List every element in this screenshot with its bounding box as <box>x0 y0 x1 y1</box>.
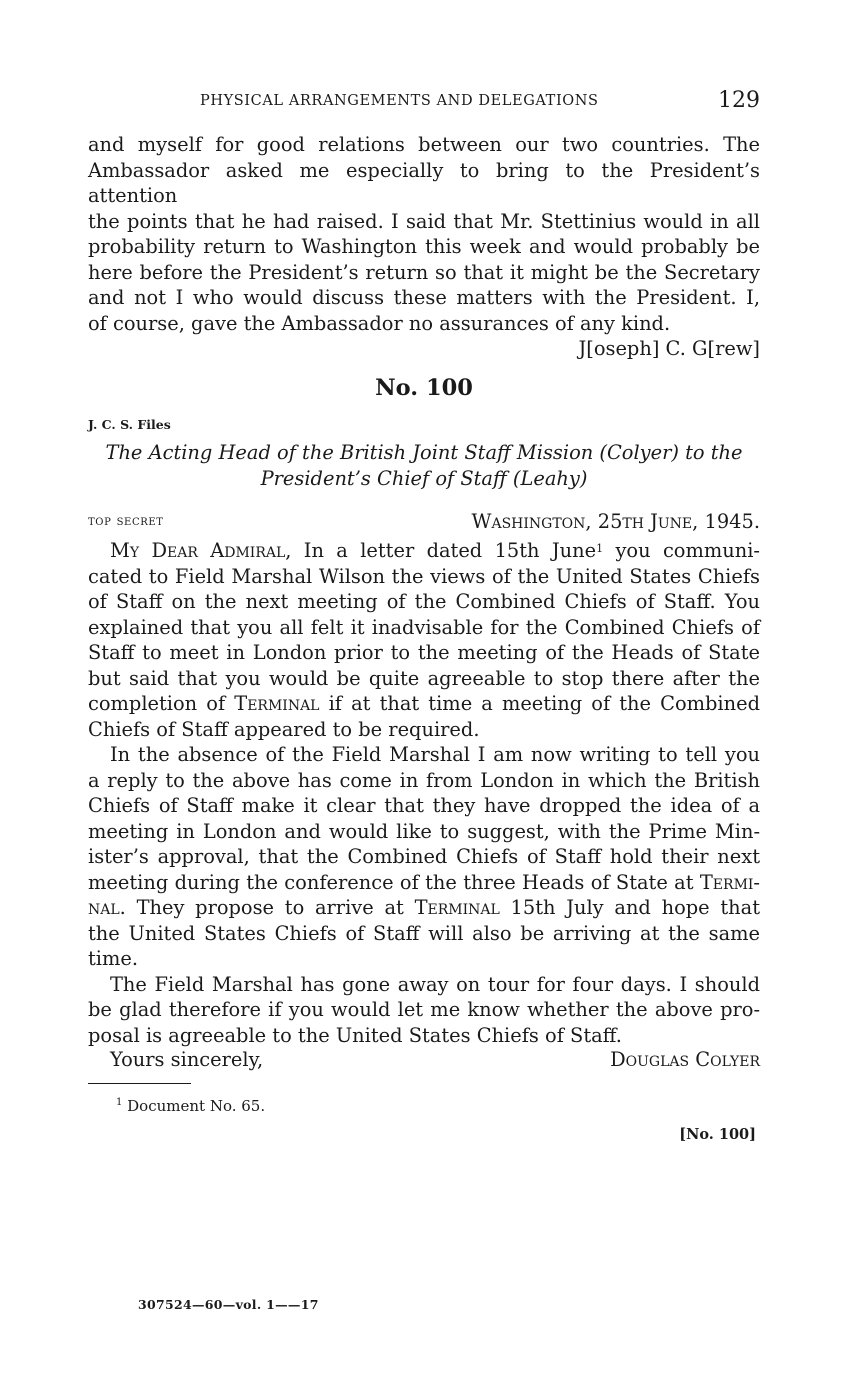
text-line: meeting in London and would like to suggest, with the Prime Min- <box>88 819 760 843</box>
code-word: Terminal <box>414 896 500 919</box>
footnote-reference: 1 <box>596 542 604 555</box>
text-line: nal. They propose to arrive at Terminal 15th July and hope that <box>88 896 760 919</box>
text-line: Chiefs of Staff appeared to be required. <box>88 717 480 741</box>
code-word: Termi- <box>699 870 760 894</box>
running-head <box>88 88 760 116</box>
text-line: explained that you all felt it inadvisable for the Combined Chiefs of <box>88 615 760 639</box>
closing-row <box>88 1048 760 1074</box>
document-number: No. 100 <box>375 375 473 401</box>
continuation-text <box>88 132 760 362</box>
text-line: My Dear Admiral, In a letter dated 15th June$^1$ you communi- <box>110 539 760 562</box>
text-line: time. <box>88 947 139 970</box>
header-row <box>88 510 760 536</box>
text-line: the points that he had raised. I said that Mr. Stettinius would in all <box>88 209 760 233</box>
text-line: The Field Marshal has gone away on tour for four days. I should <box>110 972 760 996</box>
title-line: President’s Chief of Staff (Leahy) <box>260 466 588 490</box>
text-line: posal is agreeable to the United States Chiefs of Staff. <box>88 1023 622 1047</box>
code-word: Terminal <box>234 692 320 715</box>
text-line: completion of Terminal if at that time a meeting of the Combined <box>88 692 761 715</box>
text-line: In the absence of the Field Marshal I am now writing to tell you <box>110 743 760 766</box>
text-line: of course, gave the Ambassador no assurances of any kind. <box>88 311 671 335</box>
place-date-line: Washington, 25th June, 1945. <box>471 510 760 533</box>
document-tag: [No. 100] <box>679 1126 756 1143</box>
printer-line: 307524—60—vol. 1——17 <box>138 1297 319 1312</box>
text-line: probability return to Washington this week and would probably be <box>88 235 760 258</box>
page-number: 129 <box>718 88 760 113</box>
classification-label: top secret <box>88 513 164 529</box>
text-line: Ambassador asked me especially to bring to the President’s attention <box>88 158 760 207</box>
footnote-divider <box>88 1083 191 1084</box>
text-line: and not I who would discuss these matters with the President. I, <box>88 286 760 309</box>
text-line: the United States Chiefs of Staff will also be arriving at the same <box>88 921 760 945</box>
text-line: here before the President’s return so that it might be the Secretary <box>88 260 760 284</box>
text-line: but said that you would be quite agreeable to stop there after the <box>88 666 760 690</box>
footnote-text: Document No. 65. <box>127 1097 266 1115</box>
complimentary-close: Yours sincerely, <box>110 1048 264 1071</box>
files-reference: J. C. S. Files <box>88 417 171 432</box>
text-line: of Staff on the next meeting of the Combined Chiefs of Staff. You <box>88 590 760 613</box>
salutation: My Dear Admiral, <box>110 539 292 562</box>
document-title <box>88 440 760 491</box>
text-line: and myself for good relations between our two countries. The <box>88 133 760 156</box>
text-line: a reply to the above has come in from London in which the British <box>88 768 760 792</box>
signature: Douglas Colyer <box>610 1048 760 1071</box>
text-line: Staff to meet in London prior to the meeting of the Heads of State <box>88 641 760 664</box>
title-line: The Acting Head of the British Joint Staff Mission (Colyer) to the <box>105 441 743 464</box>
footnote <box>116 1097 265 1115</box>
code-word: nal. <box>88 896 126 919</box>
letter-body <box>88 538 760 1048</box>
running-title: PHYSICAL ARRANGEMENTS AND DELEGATIONS <box>200 93 599 109</box>
footnote-marker: 1 <box>116 1097 123 1108</box>
text-line: cated to Field Marshal Wilson the views of the United States Chiefs <box>88 564 760 588</box>
text-line: meeting during the conference of the three Heads of State at Termi- <box>88 870 760 894</box>
text-line: be glad therefore if you would let me know whether the above pro- <box>88 998 760 1021</box>
text-line: Chiefs of Staff make it clear that they have dropped the idea of a <box>88 794 760 817</box>
previous-signature: J[oseph] C. G[rew] <box>578 337 760 360</box>
text-line: ister’s approval, that the Combined Chiefs of Staff hold their next <box>88 845 760 868</box>
